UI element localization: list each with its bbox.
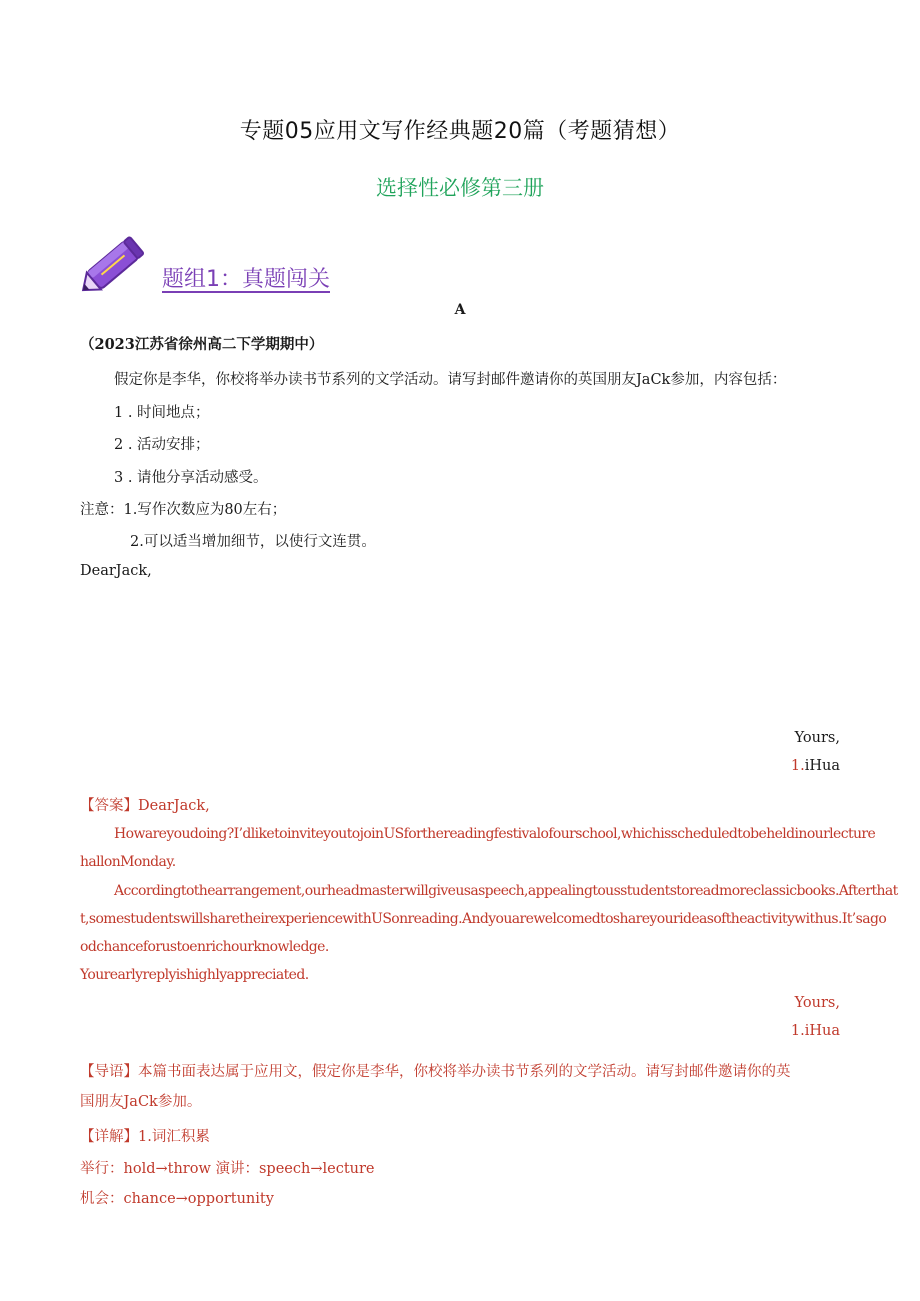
answer-closing: Yours, bbox=[794, 995, 840, 1011]
question-note-1: 注意：1.写作次数应为80左右； bbox=[80, 502, 287, 518]
vocab-line-2: 机会：chance→opportunity bbox=[80, 1191, 274, 1207]
answer-salutation: DearJack, bbox=[138, 798, 210, 814]
vocab-line-1: 举行：hold→throw 演讲：speech→lecture bbox=[80, 1161, 375, 1177]
question-prompt: 假定你是李华，你校将举办读书节系列的文学活动。请写封邮件邀请你的英国朋友JaCk参加，内容包括： bbox=[114, 372, 787, 388]
answer-p1-line1: Howareyoudoing?I’dliketoinviteyoutojoinUSforthereadingfestivalofourschool,whichisscheduledtobeheldinourlecture bbox=[114, 826, 876, 842]
guide-label: 【导语】 bbox=[80, 1064, 138, 1080]
page-subtitle: 选择性必修第三册 bbox=[376, 176, 544, 200]
question-label: A bbox=[454, 302, 466, 318]
answer-signature: 1.iHua bbox=[790, 1023, 840, 1039]
letter-closing: Yours, bbox=[794, 730, 840, 746]
letter-signature: 1.iHua bbox=[790, 758, 840, 774]
guide-line-1: 【导语】本篇书面表达属于应用文，假定你是李华，你校将举办读书节系列的文学活动。请写封邮件邀请你的英 bbox=[80, 1064, 791, 1080]
page-title: 专题05应用文写作经典题20篇（考题猜想） bbox=[239, 119, 681, 144]
question-item-1: 1 . 时间地点； bbox=[114, 405, 210, 421]
detail-heading: 【详解】1.词汇积累 bbox=[80, 1129, 210, 1145]
answer-p2-line3: odchanceforustoenrichourknowledge. bbox=[80, 939, 329, 955]
answer-p1-line2: hallonMonday. bbox=[80, 854, 176, 870]
answer-block bbox=[80, 794, 210, 815]
question-note-2: 2.可以适当增加细节，以使行文连贯。 bbox=[130, 534, 376, 550]
answer-p2-line1: Accordingtothearrangement,ourheadmasterwillgiveusaspeech,appealingtousstudentstoreadmoreclassicbooks.Afterthat bbox=[114, 883, 898, 899]
pencil-icon bbox=[76, 230, 150, 300]
section-heading: 题组1：真题闯关 bbox=[162, 267, 330, 292]
detail-label: 【详解】 bbox=[80, 1129, 138, 1145]
question-item-3: 3 . 请他分享活动感受。 bbox=[114, 470, 268, 486]
question-source: （2023江苏省徐州高二下学期期中） bbox=[80, 336, 324, 353]
question-item-2: 2 . 活动安排； bbox=[114, 437, 210, 453]
answer-p2-line2: t,somestudentswillsharetheirexperiencewithUSonreading.Andyouarewelcomedtoshareyourideasoftheactivitywithus.It’sago bbox=[80, 911, 887, 927]
answer-label: 【答案】 bbox=[80, 798, 138, 814]
answer-p3: Yourearlyreplyishighlyappreciated. bbox=[80, 967, 309, 983]
letter-salutation: DearJack, bbox=[80, 563, 152, 579]
guide-line-2: 国朋友JaCk参加。 bbox=[80, 1094, 202, 1110]
